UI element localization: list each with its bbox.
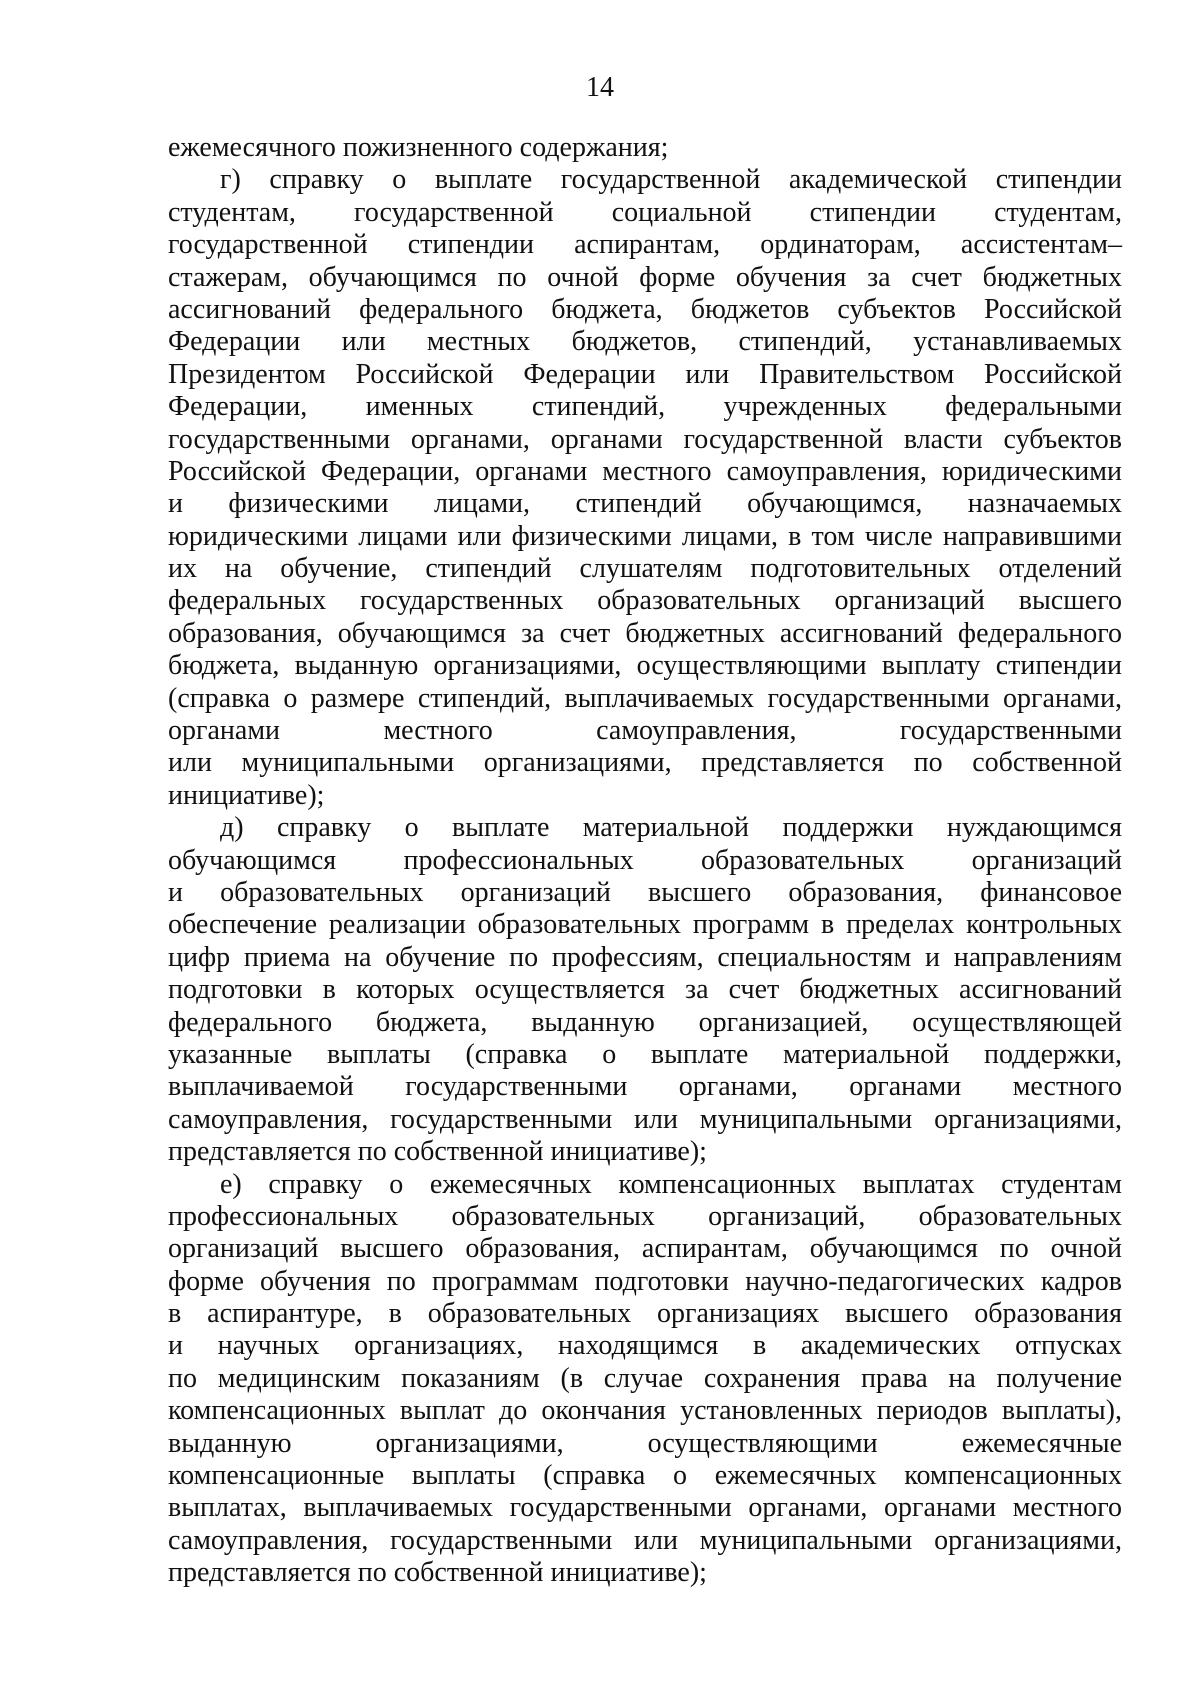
text-line: бюджета, выданную организациями, осуществляющими выплату стипендии: [168, 650, 1122, 682]
text-line: органами местного самоуправления, государственными: [168, 715, 1122, 747]
text-line: ежемесячного пожизненного содержания;: [168, 132, 669, 163]
text-line: в аспирантуре, в образовательных организациях высшего образования: [168, 1298, 1122, 1330]
text-line: Федерации или местных бюджетов, стипендий, устанавливаемых: [168, 326, 1122, 358]
text-line: д) справку о выплате материальной поддержки нуждающимся: [220, 812, 1122, 844]
text-line: компенсационные выплаты (справка о ежемесячных компенсационных: [168, 1460, 1122, 1492]
text-line: государственной стипендии аспирантам, ординаторам, ассистентам–: [168, 229, 1122, 261]
text-line: Президентом Российской Федерации или Правительством Российской: [168, 358, 1122, 390]
text-line: студентам, государственной социальной стипендии студентам,: [168, 196, 1122, 228]
text-line: и образовательных организаций высшего образования, финансовое: [168, 876, 1122, 908]
text-line: организаций высшего образования, аспирантам, обучающимся по очной: [168, 1233, 1122, 1265]
text-line: федерального бюджета, выданную организацией, осуществляющей: [168, 1006, 1122, 1038]
text-line: самоуправления, государственными или муниципальными организациями,: [168, 1524, 1122, 1556]
text-line: Федерации, именных стипендий, учрежденных федеральными: [168, 391, 1122, 423]
text-line: представляется по собственной инициативе);: [168, 1136, 707, 1168]
text-line: выплачиваемой государственными органами, органами местного: [168, 1071, 1122, 1103]
document-body: [168, 132, 1122, 1590]
text-line: представляется по собственной инициативе);: [168, 1557, 707, 1589]
text-line: ассигнований федерального бюджета, бюджетов субъектов Российской: [168, 293, 1122, 325]
text-line: и научных организациях, находящимся в академических отпусках: [168, 1330, 1122, 1362]
text-line: профессиональных образовательных организаций, образовательных: [168, 1200, 1122, 1232]
text-line: цифр приема на обучение по профессиям, специальностям и направлениям: [168, 941, 1122, 973]
text-line: юридическими лицами или физическими лицами, в том числе направившими: [168, 520, 1122, 552]
text-line: или муниципальными организациями, представляется по собственной: [168, 747, 1122, 779]
text-line: выплатах, выплачиваемых государственными органами, органами местного: [168, 1492, 1122, 1524]
text-line: по медицинским показаниям (в случае сохранения права на получение: [168, 1362, 1122, 1394]
text-line: е) справку о ежемесячных компенсационных выплатах студентам: [220, 1168, 1122, 1200]
text-line: их на обучение, стипендий слушателям подготовительных отделений: [168, 553, 1122, 585]
text-line: подготовки в которых осуществляется за счет бюджетных ассигнований: [168, 974, 1122, 1006]
text-line: и физическими лицами, стипендий обучающимся, назначаемых: [168, 488, 1122, 520]
text-line: государственными органами, органами государственной власти субъектов: [168, 423, 1122, 455]
text-line: компенсационных выплат до окончания установленных периодов выплаты),: [168, 1395, 1122, 1427]
text-line: (справка о размере стипендий, выплачиваемых государственными органами,: [168, 682, 1122, 714]
text-line: образования, обучающимся за счет бюджетных ассигнований федерального: [168, 617, 1122, 649]
text-line: обеспечение реализации образовательных программ в пределах контрольных: [168, 909, 1122, 941]
text-line: выданную организациями, осуществляющими ежемесячные: [168, 1427, 1122, 1459]
text-line: обучающимся профессиональных образовательных организаций: [168, 844, 1122, 876]
text-line: инициативе);: [168, 779, 325, 811]
text-line: указанные выплаты (справка о выплате материальной поддержки,: [168, 1038, 1122, 1070]
text-line: Российской Федерации, органами местного самоуправления, юридическими: [168, 455, 1122, 487]
text-line: самоуправления, государственными или муниципальными организациями,: [168, 1103, 1122, 1135]
page-number: 14: [586, 72, 614, 103]
text-line: форме обучения по программам подготовки научно-педагогических кадров: [168, 1265, 1122, 1297]
text-line: федеральных государственных образовательных организаций высшего: [168, 585, 1122, 617]
text-line: г) справку о выплате государственной академической стипендии: [220, 164, 1122, 196]
text-line: стажерам, обучающимся по очной форме обучения за счет бюджетных: [168, 261, 1122, 293]
